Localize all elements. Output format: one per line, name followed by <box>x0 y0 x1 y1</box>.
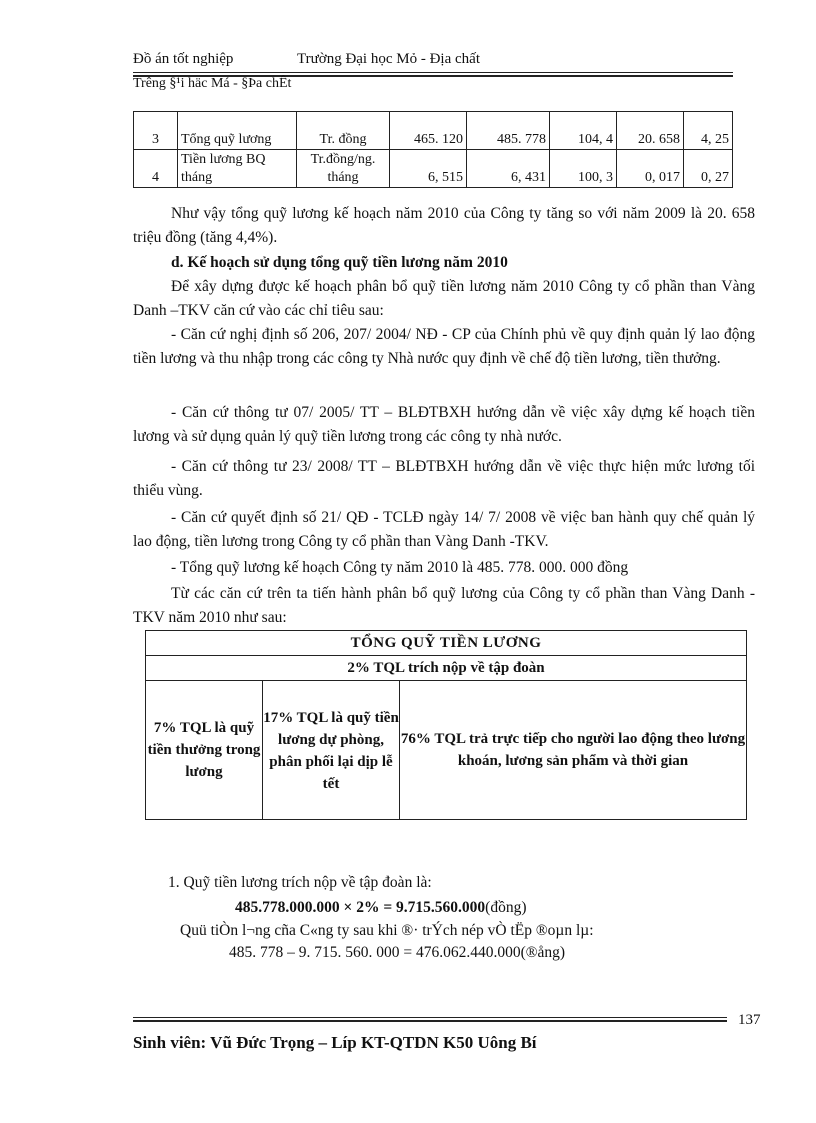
alloc-direct-pay: 76% TQL trả trực tiếp cho người lao động theo lương khoán, lương sản phẩm và thời gian <box>400 731 746 769</box>
calc-item-1: 1. Quỹ tiền lương trích nộp về tập đoàn là: <box>168 874 432 891</box>
footer-student: Sinh viên: Vũ Đức Trọng – Líp KT-QTDN K50 Uông Bí <box>133 1033 537 1052</box>
calc-line-3: 485. 778 – 9. 715. 560. 000 = 476.062.440.000(®ång) <box>229 944 566 961</box>
bullet-decree: - Căn cứ nghị định số 206, 207/ 2004/ NĐ - CP của Chính phủ về quy định quản lý lao động tiền lương và thu nhập trong các công ty Nhà nước quy định về chế độ tiền lương, tiền thưởng. <box>133 326 755 367</box>
bullet-circular-23: - Căn cứ thông tư 23/ 2008/ TT – BLĐTBXH hướng dẫn về việc thực hiện mức lương tối thiểu vùng. <box>133 458 755 499</box>
alloc-reserve-fund: 17% TQL là quỹ tiền lương dự phòng, phân phối lại dịp lễ tết <box>263 681 400 819</box>
allocation-diagram <box>145 630 747 820</box>
footer-rule-thick <box>133 1020 727 1022</box>
calc-formula <box>235 899 527 917</box>
salary-table <box>133 111 733 188</box>
section-heading-d: d. Kế hoạch sử dụng tổng quỹ tiền lương năm 2010 <box>171 254 508 271</box>
paragraph-allocation: Từ các căn cứ trên ta tiến hành phân bổ quỹ lương của Công ty cổ phần than Vàng Danh -TKV năm 2010 như sau: <box>133 585 755 626</box>
header-rule <box>133 72 733 73</box>
alloc-title: TỔNG QUỸ TIỀN LƯƠNG <box>146 631 746 656</box>
bullet-circular-07: - Căn cứ thông tư 07/ 2005/ TT – BLĐTBXH hướng dẫn về việc xây dựng kế hoạch tiền lương và sử dụng quản lý quỹ tiền lương trong các công ty nhà nước. <box>133 404 755 445</box>
paragraph-intro: Để xây dựng được kế hoạch phân bổ quỹ tiền lương năm 2010 Công ty cổ phần than Vàng Danh –TKV căn cứ vào các chỉ tiêu sau: <box>133 278 755 319</box>
table-row: 4 Tiền lương BQ tháng Tr.đồng/ng. tháng 6, 515 6, 431 100, 3 0, 017 0, 27 <box>134 150 733 188</box>
bullet-total-fund: - Tổng quỹ lương kế hoạch Công ty năm 2010 là 485. 778. 000. 000 đồng <box>171 559 629 576</box>
alloc-bonus-fund: 7% TQL là quỹ tiền thưởng trong lương <box>146 681 263 819</box>
table-row: 3 Tổng quỹ lương Tr. đồng 465. 120 485. 778 104, 4 20. 658 4, 25 <box>134 112 733 150</box>
footer-rule <box>133 1017 727 1018</box>
header-sub: Trêng §¹i häc Má - §Þa chÊt <box>133 76 292 91</box>
formula-unit: (đồng) <box>485 899 527 916</box>
calc-line-2: Quü tiÒn l¬ng cña C«ng ty sau khi ®· trÝch nép vÒ tËp ®oµn lµ: <box>180 922 594 939</box>
bullet-decision-21: - Căn cứ quyết định số 21/ QĐ - TCLĐ ngày 14/ 7/ 2008 về việc ban hành quy chế quản lý lao động, tiền lương trong Công ty cổ phần than Vàng Danh -TKV. <box>133 509 755 550</box>
alloc-group-share: 2% TQL trích nộp về tập đoàn <box>146 656 746 681</box>
page-number: 137 <box>738 1012 761 1028</box>
header-center: Trường Đại học Mỏ - Địa chất <box>297 51 480 67</box>
alloc-breakdown <box>146 681 746 819</box>
header-left: Đồ án tốt nghiệp <box>133 51 234 67</box>
formula-text: 485.778.000.000 × 2% = 9.715.560.000 <box>235 899 486 916</box>
paragraph-summary: Như vậy tổng quỹ lương kế hoạch năm 2010 của Công ty tăng so với năm 2009 là 20. 658 triệu đồng (tăng 4,4%). <box>133 205 755 246</box>
